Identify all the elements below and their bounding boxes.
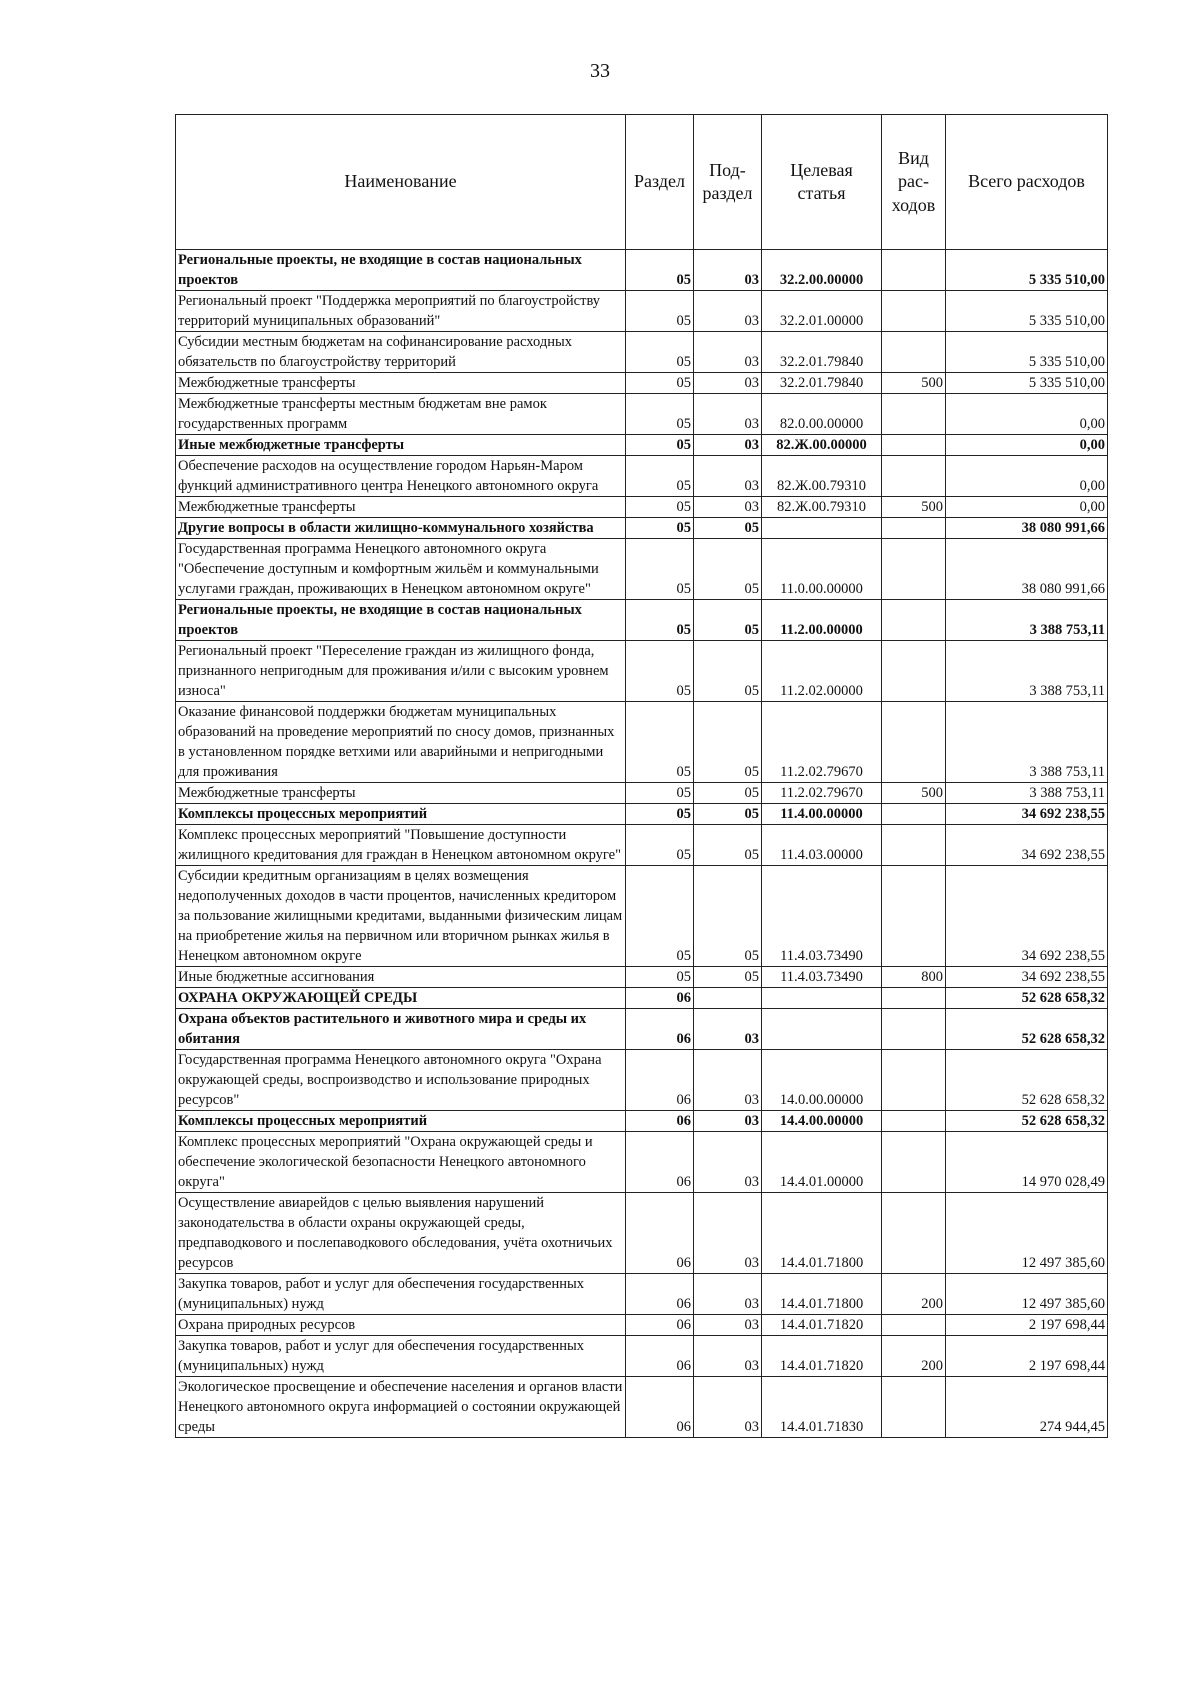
cell-type [882, 291, 946, 332]
cell-type [882, 600, 946, 641]
cell-name: Закупка товаров, работ и услуг для обеспечения государственных (муниципальных) нужд [176, 1274, 626, 1315]
cell-sub: 05 [694, 804, 762, 825]
cell-name: Региональные проекты, не входящие в состав национальных проектов [176, 600, 626, 641]
cell-total: 14 970 028,49 [946, 1132, 1108, 1193]
cell-sub: 05 [694, 518, 762, 539]
table-header [176, 115, 1108, 250]
cell-sec: 05 [626, 497, 694, 518]
table-row [176, 825, 1108, 866]
cell-name: Региональный проект "Переселение граждан из жилищного фонда, признанного непригодным для проживания и/или с высоким уровнем износа" [176, 641, 626, 702]
cell-type [882, 641, 946, 702]
table-row [176, 497, 1108, 518]
cell-code: 11.2.02.79670 [762, 702, 882, 783]
cell-name: Обеспечение расходов на осуществление городом Нарьян-Маром функций административного центра Ненецкого автономного округа [176, 456, 626, 497]
cell-sub [694, 988, 762, 1009]
cell-code: 11.2.00.00000 [762, 600, 882, 641]
cell-sec: 06 [626, 1193, 694, 1274]
table-row [176, 291, 1108, 332]
cell-type: 500 [882, 497, 946, 518]
cell-type [882, 1009, 946, 1050]
cell-code: 14.4.01.71820 [762, 1336, 882, 1377]
cell-name: Иные бюджетные ассигнования [176, 967, 626, 988]
cell-code: 14.4.01.71830 [762, 1377, 882, 1438]
cell-sub: 05 [694, 600, 762, 641]
budget-table [175, 114, 1108, 1438]
cell-total: 52 628 658,32 [946, 1111, 1108, 1132]
cell-sub: 03 [694, 394, 762, 435]
cell-name: Комплексы процессных мероприятий [176, 804, 626, 825]
cell-sub: 03 [694, 250, 762, 291]
table-row [176, 456, 1108, 497]
cell-name: Другие вопросы в области жилищно-коммунального хозяйства [176, 518, 626, 539]
cell-sub: 05 [694, 866, 762, 967]
cell-sec: 05 [626, 394, 694, 435]
cell-total: 5 335 510,00 [946, 332, 1108, 373]
cell-total: 3 388 753,11 [946, 783, 1108, 804]
cell-code: 14.4.00.00000 [762, 1111, 882, 1132]
cell-sec: 05 [626, 539, 694, 600]
cell-type [882, 1377, 946, 1438]
table-row [176, 1009, 1108, 1050]
cell-code: 11.4.00.00000 [762, 804, 882, 825]
cell-sec: 06 [626, 1050, 694, 1111]
cell-sec: 06 [626, 1111, 694, 1132]
cell-code: 82.Ж.00.00000 [762, 435, 882, 456]
cell-code: 14.4.01.71800 [762, 1193, 882, 1274]
cell-name: Оказание финансовой поддержки бюджетам муниципальных образований на проведение мероприятий по сносу домов, признанных в установленном порядке ветхими или аварийными и непригодными для проживания [176, 702, 626, 783]
cell-sub: 03 [694, 1132, 762, 1193]
cell-total: 34 692 238,55 [946, 866, 1108, 967]
cell-total: 52 628 658,32 [946, 1050, 1108, 1111]
cell-name: Охрана природных ресурсов [176, 1315, 626, 1336]
cell-type [882, 394, 946, 435]
cell-total: 38 080 991,66 [946, 518, 1108, 539]
cell-sub: 03 [694, 332, 762, 373]
table-row [176, 702, 1108, 783]
cell-total: 2 197 698,44 [946, 1315, 1108, 1336]
cell-type: 200 [882, 1336, 946, 1377]
cell-type [882, 332, 946, 373]
cell-name: Закупка товаров, работ и услуг для обеспечения государственных (муниципальных) нужд [176, 1336, 626, 1377]
cell-name: Осуществление авиарейдов с целью выявления нарушений законодательства в области охраны окружающей среды, предпаводкового и послепаводкового обследования, учёта охотничьих ресурсов [176, 1193, 626, 1274]
cell-sec: 06 [626, 1009, 694, 1050]
cell-total: 0,00 [946, 435, 1108, 456]
cell-type [882, 435, 946, 456]
cell-sub: 05 [694, 783, 762, 804]
cell-code: 14.4.01.71820 [762, 1315, 882, 1336]
cell-total: 3 388 753,11 [946, 641, 1108, 702]
cell-type [882, 866, 946, 967]
cell-sec: 05 [626, 804, 694, 825]
cell-sec: 05 [626, 373, 694, 394]
cell-code: 32.2.00.00000 [762, 250, 882, 291]
cell-sub: 03 [694, 1377, 762, 1438]
table-row [176, 1132, 1108, 1193]
table-row [176, 783, 1108, 804]
cell-total: 12 497 385,60 [946, 1274, 1108, 1315]
cell-type [882, 702, 946, 783]
cell-code: 82.0.00.00000 [762, 394, 882, 435]
cell-sub: 03 [694, 1336, 762, 1377]
cell-total: 0,00 [946, 456, 1108, 497]
cell-name: Охрана объектов растительного и животного мира и среды их обитания [176, 1009, 626, 1050]
table-row [176, 1111, 1108, 1132]
table-row [176, 967, 1108, 988]
cell-sec: 06 [626, 1336, 694, 1377]
cell-code: 82.Ж.00.79310 [762, 497, 882, 518]
cell-type: 500 [882, 373, 946, 394]
table-row [176, 1336, 1108, 1377]
cell-sub: 03 [694, 291, 762, 332]
cell-sec: 05 [626, 641, 694, 702]
table-row [176, 1050, 1108, 1111]
header-subsection: Под- раздел [694, 115, 762, 250]
cell-name: Региональные проекты, не входящие в состав национальных проектов [176, 250, 626, 291]
cell-sub: 03 [694, 1050, 762, 1111]
cell-type: 200 [882, 1274, 946, 1315]
cell-sec: 06 [626, 1132, 694, 1193]
cell-sec: 05 [626, 967, 694, 988]
cell-sec: 05 [626, 518, 694, 539]
cell-code [762, 518, 882, 539]
header-name: Наименование [176, 115, 626, 250]
cell-total: 52 628 658,32 [946, 988, 1108, 1009]
cell-total: 34 692 238,55 [946, 825, 1108, 866]
cell-sec: 06 [626, 1377, 694, 1438]
cell-code: 11.4.03.73490 [762, 866, 882, 967]
cell-name: Межбюджетные трансферты местным бюджетам вне рамок государственных программ [176, 394, 626, 435]
cell-code: 32.2.01.79840 [762, 373, 882, 394]
cell-code: 11.2.02.00000 [762, 641, 882, 702]
cell-name: Комплекс процессных мероприятий "Повышение доступности жилищного кредитования для граждан в Ненецком автономном округе" [176, 825, 626, 866]
table-row [176, 600, 1108, 641]
cell-name: Региональный проект "Поддержка мероприятий по благоустройству территорий муниципальных образований" [176, 291, 626, 332]
table-row [176, 518, 1108, 539]
cell-sub: 05 [694, 539, 762, 600]
cell-code: 11.0.00.00000 [762, 539, 882, 600]
table-row [176, 1315, 1108, 1336]
cell-sec: 06 [626, 1315, 694, 1336]
cell-code: 14.4.01.00000 [762, 1132, 882, 1193]
cell-sub: 03 [694, 1193, 762, 1274]
cell-sec: 06 [626, 988, 694, 1009]
cell-type [882, 1315, 946, 1336]
cell-type [882, 1111, 946, 1132]
cell-name: Межбюджетные трансферты [176, 783, 626, 804]
cell-sub: 05 [694, 967, 762, 988]
table-row [176, 250, 1108, 291]
cell-name: Государственная программа Ненецкого автономного округа "Обеспечение доступным и комфортным жильём и коммунальными услугами граждан, проживающих в Ненецком автономном округе" [176, 539, 626, 600]
cell-name: ОХРАНА ОКРУЖАЮЩЕЙ СРЕДЫ [176, 988, 626, 1009]
cell-sub: 03 [694, 1009, 762, 1050]
cell-total: 52 628 658,32 [946, 1009, 1108, 1050]
table-row [176, 1193, 1108, 1274]
cell-type [882, 1193, 946, 1274]
table-row [176, 641, 1108, 702]
cell-sec: 05 [626, 866, 694, 967]
table-row [176, 866, 1108, 967]
cell-sub: 03 [694, 1111, 762, 1132]
cell-total: 274 944,45 [946, 1377, 1108, 1438]
cell-total: 3 388 753,11 [946, 702, 1108, 783]
cell-type [882, 456, 946, 497]
cell-name: Субсидии местным бюджетам на софинансирование расходных обязательств по благоустройству территорий [176, 332, 626, 373]
cell-total: 0,00 [946, 394, 1108, 435]
cell-type [882, 518, 946, 539]
cell-total: 5 335 510,00 [946, 373, 1108, 394]
cell-sub: 05 [694, 641, 762, 702]
cell-code: 32.2.01.79840 [762, 332, 882, 373]
cell-code: 14.0.00.00000 [762, 1050, 882, 1111]
cell-code: 14.4.01.71800 [762, 1274, 882, 1315]
table-row [176, 804, 1108, 825]
header-total: Всего расходов [946, 115, 1108, 250]
cell-total: 12 497 385,60 [946, 1193, 1108, 1274]
header-expense-type: Вид рас- ходов [882, 115, 946, 250]
cell-name: Межбюджетные трансферты [176, 373, 626, 394]
cell-type [882, 988, 946, 1009]
cell-type [882, 804, 946, 825]
cell-name: Иные межбюджетные трансферты [176, 435, 626, 456]
cell-type [882, 250, 946, 291]
cell-sec: 05 [626, 783, 694, 804]
table-row [176, 394, 1108, 435]
cell-sec: 05 [626, 600, 694, 641]
cell-sec: 06 [626, 1274, 694, 1315]
header-target-article: Целевая статья [762, 115, 882, 250]
cell-total: 34 692 238,55 [946, 967, 1108, 988]
cell-name: Комплекс процессных мероприятий "Охрана окружающей среды и обеспечение экологической безопасности Ненецкого автономного округа" [176, 1132, 626, 1193]
cell-code: 82.Ж.00.79310 [762, 456, 882, 497]
table-row [176, 1274, 1108, 1315]
cell-sec: 05 [626, 456, 694, 497]
table-row [176, 332, 1108, 373]
cell-type [882, 825, 946, 866]
cell-total: 3 388 753,11 [946, 600, 1108, 641]
cell-name: Экологическое просвещение и обеспечение населения и органов власти Ненецкого автономного округа информацией о состоянии окружающей среды [176, 1377, 626, 1438]
cell-type: 800 [882, 967, 946, 988]
cell-sec: 05 [626, 250, 694, 291]
cell-sec: 05 [626, 291, 694, 332]
cell-code: 11.4.03.73490 [762, 967, 882, 988]
cell-type [882, 1132, 946, 1193]
cell-code [762, 988, 882, 1009]
cell-total: 38 080 991,66 [946, 539, 1108, 600]
cell-sub: 03 [694, 456, 762, 497]
cell-type [882, 1050, 946, 1111]
table-row [176, 988, 1108, 1009]
cell-sec: 05 [626, 825, 694, 866]
table-row [176, 1377, 1108, 1438]
cell-type [882, 539, 946, 600]
cell-type: 500 [882, 783, 946, 804]
cell-code [762, 1009, 882, 1050]
cell-sec: 05 [626, 702, 694, 783]
cell-sec: 05 [626, 332, 694, 373]
cell-sub: 05 [694, 702, 762, 783]
page-number: 33 [590, 60, 610, 82]
cell-total: 2 197 698,44 [946, 1336, 1108, 1377]
cell-sub: 03 [694, 1315, 762, 1336]
cell-code: 11.2.02.79670 [762, 783, 882, 804]
cell-sec: 05 [626, 435, 694, 456]
cell-name: Комплексы процессных мероприятий [176, 1111, 626, 1132]
cell-name: Субсидии кредитным организациям в целях возмещения недополученных доходов в части процентов, начисленных кредитором за пользование жилищными кредитами, выданными физическим лицам на приобретение жилья на первичном или вторичном рынках жилья в Ненецком автономном округе [176, 866, 626, 967]
cell-name: Межбюджетные трансферты [176, 497, 626, 518]
cell-code: 11.4.03.00000 [762, 825, 882, 866]
cell-total: 34 692 238,55 [946, 804, 1108, 825]
cell-sub: 03 [694, 1274, 762, 1315]
table-row [176, 373, 1108, 394]
cell-sub: 03 [694, 497, 762, 518]
cell-total: 5 335 510,00 [946, 250, 1108, 291]
cell-total: 0,00 [946, 497, 1108, 518]
table-body [176, 250, 1108, 1438]
cell-total: 5 335 510,00 [946, 291, 1108, 332]
cell-sub: 05 [694, 825, 762, 866]
cell-sub: 03 [694, 373, 762, 394]
table-row [176, 539, 1108, 600]
cell-sub: 03 [694, 435, 762, 456]
header-section: Раздел [626, 115, 694, 250]
cell-name: Государственная программа Ненецкого автономного округа "Охрана окружающей среды, воспроизводство и использование природных ресурсов" [176, 1050, 626, 1111]
cell-code: 32.2.01.00000 [762, 291, 882, 332]
table-row [176, 435, 1108, 456]
